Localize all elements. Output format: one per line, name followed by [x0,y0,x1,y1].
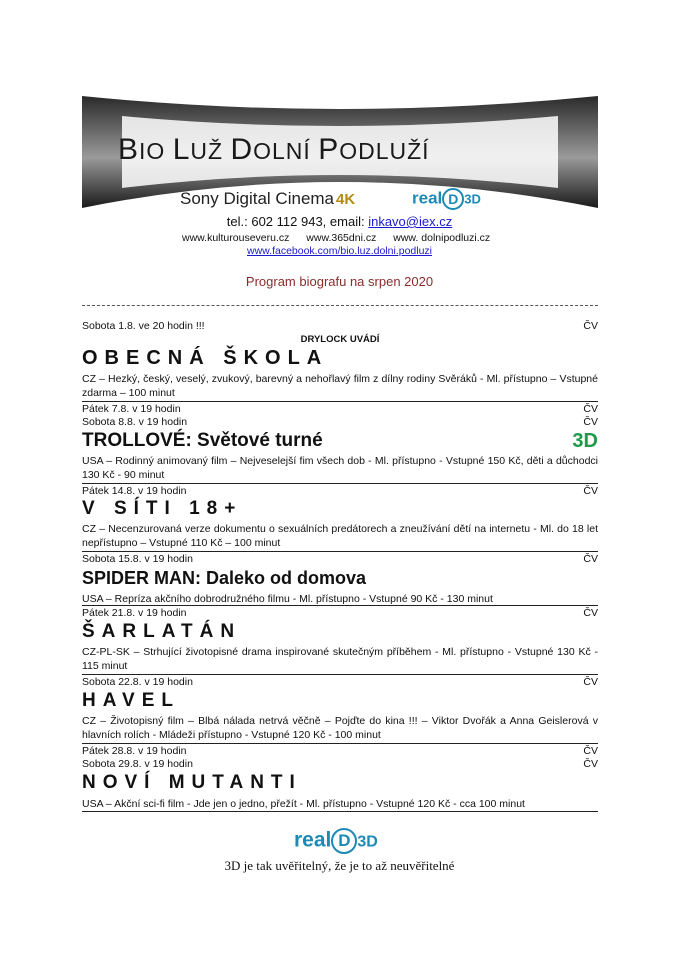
web-link[interactable]: www.365dni.cz [306,232,377,244]
screening-date: Pátek 21.8. v 19 hodin ČV [82,607,598,619]
film-description: CZ – Hezký, český, veselý, zvukový, barevný a nehořlavý film z dílny rodiny Svěráků - Ml. přístupno – Vstupné zdarma – 100 minut [82,373,598,399]
film-title: V SÍTI 18+ [82,498,243,519]
film-title: TROLLOVÉ: Světové turné [82,430,323,451]
web-link[interactable]: www. dolnipodluzi.cz [393,232,491,244]
facebook-link[interactable]: www.facebook.com/bio.luz.dolni.podluzi [246,245,433,257]
divider [82,605,598,606]
film-description: CZ-PL-SK – Strhující životopisné drama inspirované skutečným příběhem - Ml. přístupno - Vstupné 130 Kč - 115 minut [82,646,598,672]
reald-3d-logo: real D 3D [412,188,481,210]
film-title: HAVEL [82,690,180,711]
film-description: USA – Rodinný animovaný film – Nejveselejší fim všech dob - Ml. přístupno - Vstupné 150 Kč, děti a důchodci 130 Kč - 90 minut [82,455,598,481]
film-description: CZ – Necenzurovaná verze dokumentu o sexuálních predátorech a zneužívání dětí na internetu - Ml. do 18 let nepřístupno – Vstupné 110 Kč – 100 minut [82,523,598,549]
screening-date: Sobota 1.8. ve 20 hodin !!! ČV [82,320,598,332]
divider [82,674,598,675]
film-title: NOVÍ MUTANTI [82,772,302,793]
screening-date: Sobota 29.8. v 19 hodin ČV [82,758,598,770]
screening-date: Sobota 8.8. v 19 hodin ČV [82,416,598,428]
email-link[interactable]: inkavo@iex.cz [368,214,453,229]
film-description: CZ – Životopisný film – Blbá nálada netrvá věčně – Pojďte do kina !!! – Viktor Dvořák a Anna Geislerová v hlavních rolích - Mládeži přístupno - Vstupné 120 Kč - 100 minut [82,715,598,741]
contact-line: tel.: 602 112 943, email: inkavo@iex.cz [226,214,453,229]
3d-badge: 3D [572,430,598,452]
screening-date: Pátek 28.8. v 19 hodin ČV [82,745,598,757]
presenter-note: DRYLOCK UVÁDÍ [300,334,380,345]
film-description: USA – Repríza akčního dobrodružného filmu - Ml. přístupno - Vstupné 90 Kč - 130 minut [82,593,493,605]
websites [182,232,504,244]
divider [82,401,598,402]
screening-date: Pátek 7.8. v 19 hodin ČV [82,403,598,415]
web-link[interactable]: www.kulturouseveru.cz [182,232,290,244]
film-title: ŠARLATÁN [82,621,242,642]
cinema-title: BIO LUŽ DOLNÍ PODLUŽÍ [118,133,430,166]
divider [82,743,598,744]
screening-date: Sobota 15.8. v 19 hodin ČV [82,553,598,565]
divider [82,551,598,552]
program-heading: Program biografu na srpen 2020 [245,274,434,289]
facebook-line [0,245,679,257]
divider [82,483,598,484]
film-title: SPIDER MAN: Daleko od domova [82,568,367,588]
divider [82,305,598,310]
screening-date: Sobota 22.8. v 19 hodin ČV [82,676,598,688]
film-description: USA – Akční sci-fi film - Jde jen o jedno, přežít - Ml. přístupno - Vstupné 120 Kč - cca 100 minut [82,798,525,810]
reald-3d-footer-logo: real D 3D [294,828,378,854]
film-title: OBECNÁ ŠKOLA [82,347,329,369]
divider [82,811,598,812]
tagline: 3D je tak uvěřitelný, že je to až neuvěřitelné [224,858,455,873]
sony-digital-cinema-logo: Sony Digital Cinema 4K [180,189,356,208]
screening-date: Pátek 14.8. v 19 hodin ČV [82,485,598,497]
